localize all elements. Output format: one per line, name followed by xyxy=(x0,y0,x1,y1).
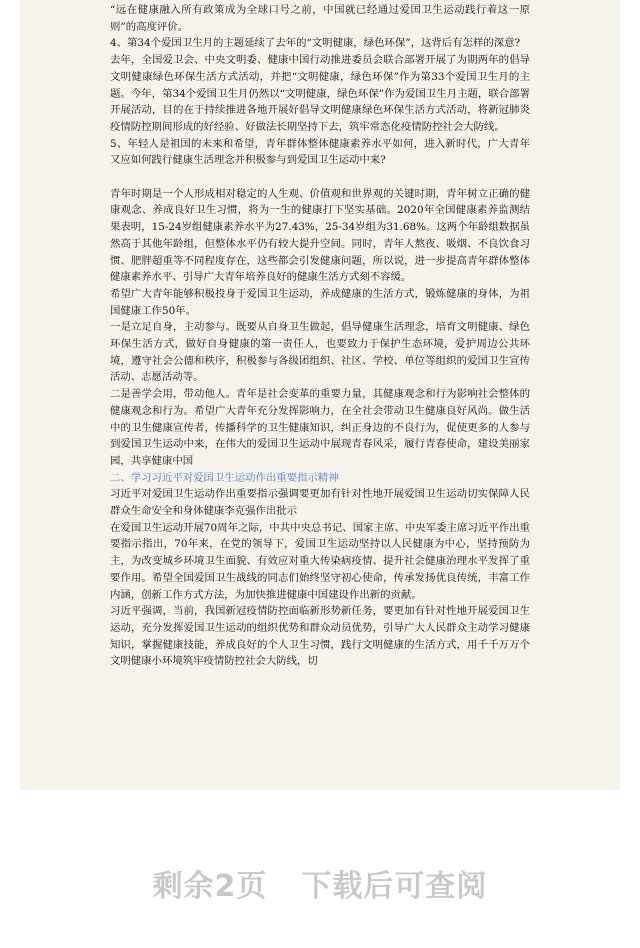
paragraph: 习近平对爱国卫生运动作出重要指示强调要更加有针对性地开展爱国卫生运动切实保障人民群众生命安全和身体健康李克强作出批示 xyxy=(110,488,530,518)
section-heading: 二、学习习近平对爱国卫生运动作出重要指示精神 xyxy=(110,471,339,484)
remaining-pages-label: 剩余2页 xyxy=(152,869,268,904)
paragraph: 一是立足自身，主动参与。既要从自身卫生做起，倡导健康生活理念，培育文明健康、绿色环保生活方式，做好自身健康的第一责任人，也要致力于保护生态环境，爱护周边公共环境，遵守社会公德和秩序，积极参与各级团组织、社区、学校、单位等组织的爱国卫生宣传活动、志愿活动等。 xyxy=(110,321,530,384)
paragraph: 去年，全国爱卫会、中央文明委、健康中国行动推进委员会联合部署开展了为期两年的倡导文明健康绿色环保生活方式活动，并把“文明健康，绿色环保”作为第33个爱国卫生月的主题。今年，第34个爱国卫生月仍然以“文明健康，绿色环保”作为爱国卫生月主题，联合部署开展活动，目的在于持续推进各地开展好倡导文明健康绿色环保生活方式活动，将新冠肺炎疫情防控期间形成的好经验、好做法长期坚持下去，筑牢常态化疫情防控社会大防线。 xyxy=(110,54,530,133)
download-banner[interactable] xyxy=(20,858,620,908)
paragraph: 习近平强调，当前，我国新冠疫情防控面临新形势新任务，要更加有针对性地开展爱国卫生运动，充分发挥爱国卫生运动的组织优势和群众动员优势，引导广大人民群众主动学习健康知识，掌握健康技能，养成良好的个人卫生习惯，践行文明健康的生活方式，用千千万万个文明健康小环境筑牢疫情防控社会大防线，切 xyxy=(110,605,530,668)
question-heading: 4、第34个爱国卫生月的主题延续了去年的“文明健康，绿色环保”，这背后有怎样的深意? xyxy=(110,37,521,50)
document-page xyxy=(20,0,620,790)
paragraph: 在爱国卫生运动开展70周年之际，中共中央总书记、国家主席、中央军委主席习近平作出重要指示指出，70年来，在党的领导下，爱国卫生运动坚持以人民健康为中心，坚持预防为主，为改变城乡环境卫生面貌、有效应对重大传染病疫情、提升社会健康治理水平发挥了重要作用。希望全国爱国卫生战线的同志们始终坚守初心使命，传承发扬优良传统，丰富工作内涵，创新工作方式方法，为加快推进健康中国建设作出新的贡献。 xyxy=(110,521,530,601)
paragraph: 二是善学会用，带动他人。青年是社会变革的重要力量，其健康观念和行为影响社会整体的健康观念和行为。希望广大青年充分发挥影响力，在全社会带动卫生健康良好风尚。做生活中的卫生健康宣传者，传播科学的卫生健康知识，纠正身边的不良行为，促使更多的人参与到爱国卫生运动中来，在伟大的爱国卫生运动中展现青春风采，履行青春使命，建设美丽家园，共享健康中国 xyxy=(110,388,530,467)
paragraph: 希望广大青年能够积极投身于爱国卫生运动，养成健康的生活方式，锻炼健康的身体，为祖国健康工作50年。 xyxy=(110,287,530,317)
paragraph: “远在健康融入所有政策成为全球口号之前，中国就已经通过爱国卫生运动践行着这一原则”的高度评价。 xyxy=(110,4,530,33)
paragraph: 青年时期是一个人形成相对稳定的人生观、价值观和世界观的关键时期，青年树立正确的健康观念、养成良好卫生习惯，将为一生的健康打下坚实基础。2020年全国健康素养监测结果表明，15-24岁组健康素养水平为27.43%，25-34岁组为31.68%。这两个年龄组数据虽然高于其他年龄组，但整体水平仍有较大提升空间。同时，青年人熬夜、吸烟、不良饮食习惯、肥胖超重等不同程度存在，这些都会引发健康问题，所以说，进一步提高青年群体整体健康素养水平、引导广大青年培养良好的健康生活方式刻不容缓。 xyxy=(110,187,530,284)
question-heading: 5、年轻人是祖国的未来和希望，青年群体整体健康素养水平如何，进入新时代，广大青年又应如何践行健康生活理念并积极参与到爱国卫生运动中来? xyxy=(110,137,530,167)
download-prompt-label: 下载后可查阅 xyxy=(301,869,488,904)
